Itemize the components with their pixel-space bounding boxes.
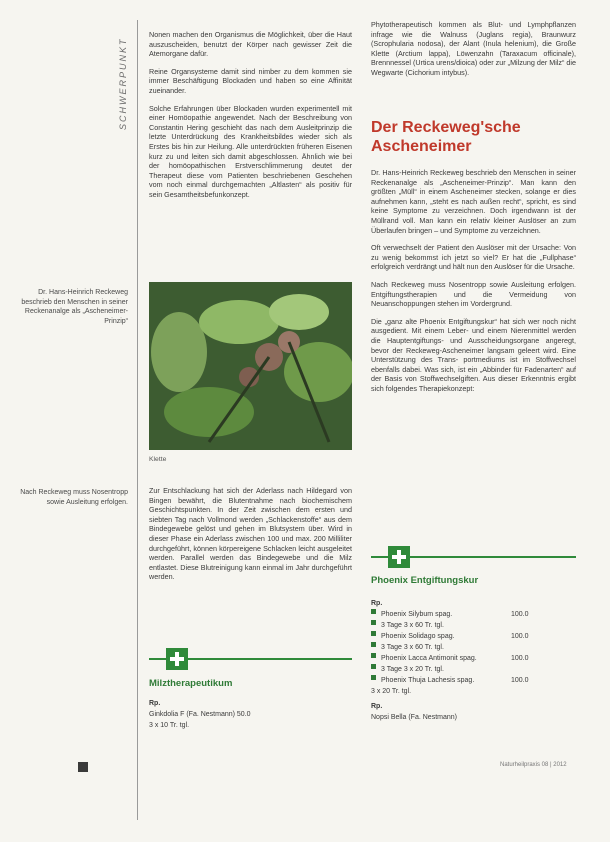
rx-item: 3 Tage 3 x 20 Tr. tgl. [371,664,576,675]
column-2-intro [371,20,576,86]
bullet-icon [371,609,376,614]
article-title: Der Reckeweg'sche Ascheneimer [371,119,521,155]
cross-icon [166,648,188,670]
rx-item: 3 Tage 3 x 60 Tr. tgl. [371,620,576,631]
bullet-icon [371,675,376,680]
bullet-icon [371,653,376,658]
column-2-text [371,168,576,401]
cross-icon [388,546,410,568]
paragraph: Nonen machen den Organismus die Möglichkeit, über die Haut auszuscheiden, benutzt der Körper nach gewisser Zeit die Atemorgane dafür. [149,30,352,59]
paragraph: Phytotherapeutisch kommen als Blut- und Lymphpflanzen infrage wie die Walnuss (Juglans regia), Braunwurz (Scrophularia nodosa), der Alant (Inula helenium), die Große Klette (Arctium lappa), Löwenzahn (Taraxacum officinale), Brennnessel (Urtica urens/dioica) oder zur „Milzung der Milz“ die Wegwarte (Cichorium intybus). [371,20,576,77]
bullet-icon [371,664,376,669]
rx-line: 3 x 20 Tr. tgl. [371,688,412,695]
photo-caption: Klette [149,456,167,463]
box-rule [371,556,388,558]
rx-item: Phoenix Thuja Lachesis spag. 100.0 [371,675,576,686]
rx-item: Phoenix Lacca Antimonit spag. 100.0 [371,653,576,664]
bullet-icon [371,642,376,647]
paragraph: Die „ganz alte Phoenix Entgiftungskur“ hat sich wer noch nicht ausgedient. Mit einem Leber- und einem Nierenmittel werden die Hauptentgiftungs- und Ausscheidungsorgane angeregt, bevor der Reckeweg-Ascheneimer langsam geleert wird. Eine Unterstützung des Trans- portmediums ist im Stoffwechsel ebenfalls dabei. Was sich, ist ein „Abbinder für Fadenarten“ auf der Basis von Stoffwechselgiften. Aus dieser Erkenntnis ergibt sich folgendes Therapiekonzept: [371,316,576,393]
rx-item: Phoenix Silybum spag. 100.0 [371,609,576,620]
rx-label: Rp. [371,703,383,710]
rx-line: 3 x 10 Tr. tgl. [149,722,190,729]
box-rule [410,556,576,558]
bullet-icon [371,620,376,625]
rx-label: Rp. [371,600,383,607]
rx-item: 3 Tage 3 x 60 Tr. tgl. [371,642,576,653]
paragraph: Oft verwechselt der Patient den Auslöser mit der Ursache: Von zu wenig bekommst ich jetzt so viel? Er hat die „Fullphase“ erfolgreich verdrängt und hält nun den Auslöser für die Ursache. [371,243,576,272]
paragraph: Solche Erfahrungen über Blockaden wurden experimentell mit einer Homöopathie angewendet. Nach der Beschreibung von Constantin Hering geschieht das nach dem Ausleitprinzip die letzte Unterdrückung des Krankheitsbildes wieder sich als Erstes bis hin zur Heilung. Alle unterdrückten früheren Eisenen kurz zu und leiten sich damit abgeschlossen. Ähnlich wie bei der homöopathischen Erstverschlimmerung deutet der Therapeut diese vom Patienten beschriebenen Geschehen vom noch einmal durchgemachten „Altlasten“ als positiv für sein Gesamtheitsbefunkonzept. [149,103,352,199]
burdock-photo [149,282,352,450]
box-title: Milztherapeutikum [149,678,233,689]
sidenote-2: Nach Reckeweg muss Nosentropp sowie Ausleitung erfolgen. [20,489,128,506]
paragraph: Zur Entschlackung hat sich der Aderlass nach Hildegard von Bingen bewährt, die Blutentnahme nach biochemischem Geschichtspunkten. In der Zeit zwischen dem ersten und siebten Tag nach Vollmond werden „Schlackenstoffe“ aus dem Bindegewebe gelöst und gehen im Blutsystem über. Wird in dieser Phase ein Aderlass zwischen 100 und max. 200 Milliliter durchgeführt, können körpereigene Schlacken leicht ausgeleitet werden. Parallel werden das Bindegewebe und die Milz entlastet. Diese Blutreinigung kann einmal im Jahr durchgeführt werden. [149,486,352,582]
column-1-text-top [149,30,352,208]
prescription-box-2 [371,598,576,723]
section-label: SCHWERPUNKT [118,37,128,130]
rx-label: Rp. [149,700,161,707]
paragraph: Reine Organsysteme damit sind nimber zu dem kommen sie immer Beschäftigung Blockaden und haben so eine Affinität zueinander. [149,66,352,95]
paragraph: Nach Reckeweg muss Nosentropp sowie Ausleitung erfolgen. Entgiftungstherapien und die Vermeidung von Neuanschoppungen stehen im Vordergrund. [371,279,576,309]
page-marker [78,762,88,772]
box-title: Phoenix Entgiftungskur [371,575,479,586]
rx-line: Ginkdolia F (Fa. Nestmann) 50.0 [149,711,251,718]
prescription-box-1 [149,698,349,731]
paragraph: Dr. Hans-Heinrich Reckeweg beschrieb den Menschen in seiner Reckenanalge als „Ascheneimer-Prinzip“. Man kann den größten „Müll“ in einem Ascheneimer stecken, solange er dies aufnehmen kann, „steht es nach außen recht“, spricht, es sind keine Symptome zu verzeichnen. Doch irgendwann ist der Müllrand voll. Man kann ein relativ kleiner Auslöser an zum Überlaufen bringen – und Symptome zu verzeichnen. [371,168,576,235]
column-divider [137,20,138,820]
rx-line: Nopsi Bella (Fa. Nestmann) [371,714,457,721]
column-1-text-bottom [149,486,352,590]
footer: Naturheilpraxis 08 | 2012 [500,762,567,768]
bullet-icon [371,631,376,636]
rx-item: Phoenix Solidago spag. 100.0 [371,631,576,642]
box-rule [149,658,166,660]
box-rule [188,658,352,660]
sidenote-1: Dr. Hans-Heinrich Reckeweg beschrieb den Menschen in seiner Reckenanalge als „Ascheneimer-Prinzip“ [21,289,128,325]
burdock-illustration [149,282,352,450]
